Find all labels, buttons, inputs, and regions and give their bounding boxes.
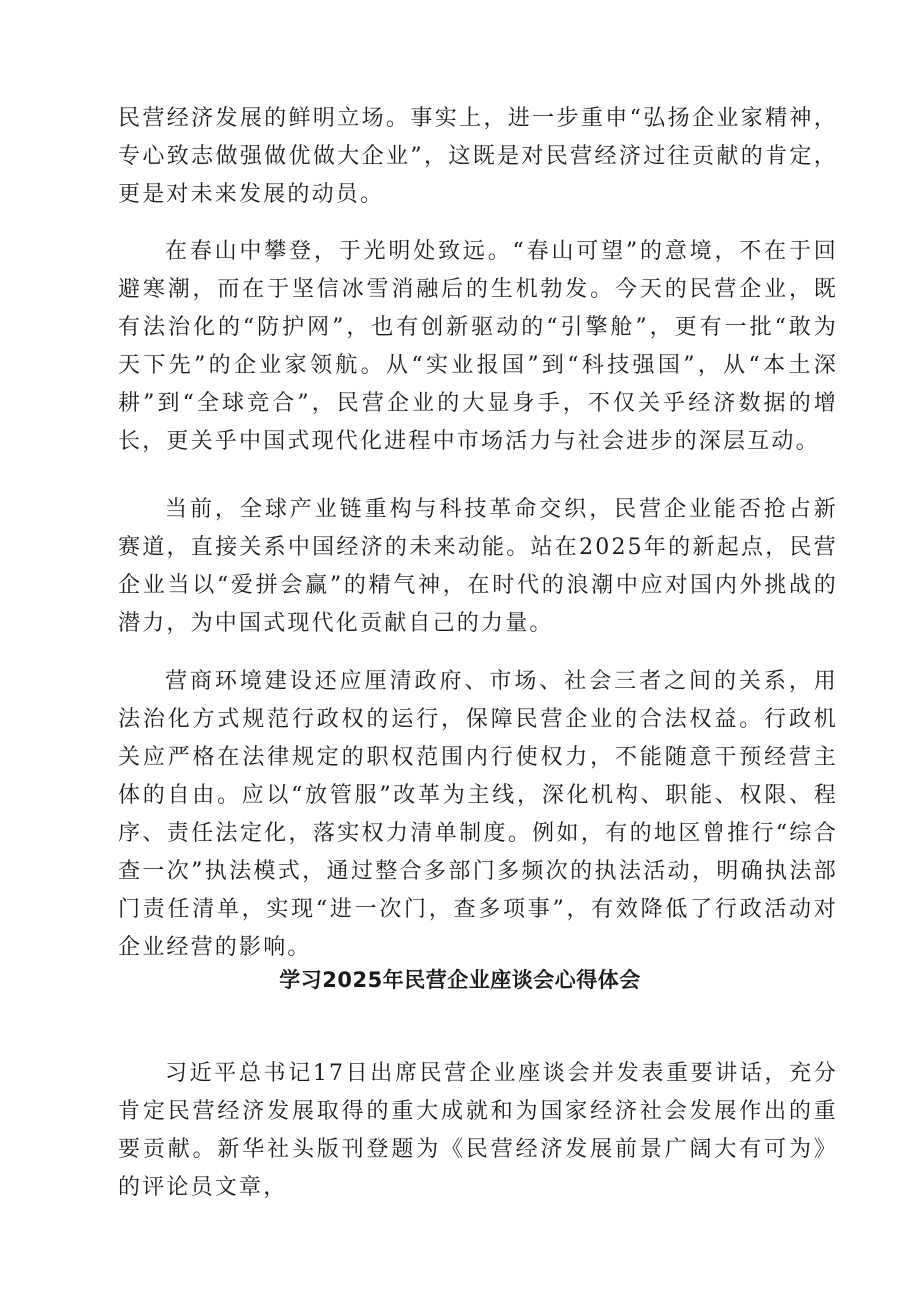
body-paragraph-2: 在春山中攀登，于光明处致远。“春山可望”的意境，不在于回避寒潮，而在于坚信冰雪消融后的生机勃发。今天的民营企业，既有法治化的“防护网”，也有创新驱动的“引擎舱”，更有一批“敢为天下先”的企业家领航。从“实业报国”到“科技强国”，从“本土深耕”到“全球竞合”，民营企业的大显身手，不仅关乎经济数据的增长，更关乎中国式现代化进程中市场活力与社会进步的深层互动。 [118,239,838,454]
body-paragraph-1: 民营经济发展的鲜明立场。事实上，进一步重申“弘扬企业家精神，专心致志做强做优做大企业”，这既是对民营经济过往贡献的肯定，更是对未来发展的动员。 [118,106,838,207]
body-paragraph-4: 营商环境建设还应厘清政府、市场、社会三者之间的关系，用法治化方式规范行政权的运行，保障民营企业的合法权益。行政机关应严格在法律规定的职权范围内行使权力，不能随意干预经营主体的自由。应以“放管服”改革为主线，深化机构、职能、权限、程序、责任法定化，落实权力清单制度。例如，有的地区曾推行“综合查一次”执法模式，通过整合多部门多频次的执法活动，明确执法部门责任清单，实现“进一次门，查多项事”，有效降低了行政活动对企业经营的影响。 [118,669,838,960]
body-paragraph-3: 当前，全球产业链重构与科技革命交织，民营企业能否抢占新赛道，直接关系中国经济的未来动能。站在2025年的新起点，民营企业当以“爱拼会赢”的精气神，在时代的浪潮中应对国内外挑战的潜力，为中国式现代化贡献自己的力量。 [118,497,838,636]
section-paragraph-1: 习近平总书记17日出席民营企业座谈会并发表重要讲话，充分肯定民营经济发展取得的重大成就和为国家经济社会发展作出的重要贡献。新华社头版刊登题为《民营经济发展前景广阔大有可为》的评论员文章， [118,1061,838,1200]
section-title: 学习2025年民营企业座谈会心得体会 [279,968,641,992]
